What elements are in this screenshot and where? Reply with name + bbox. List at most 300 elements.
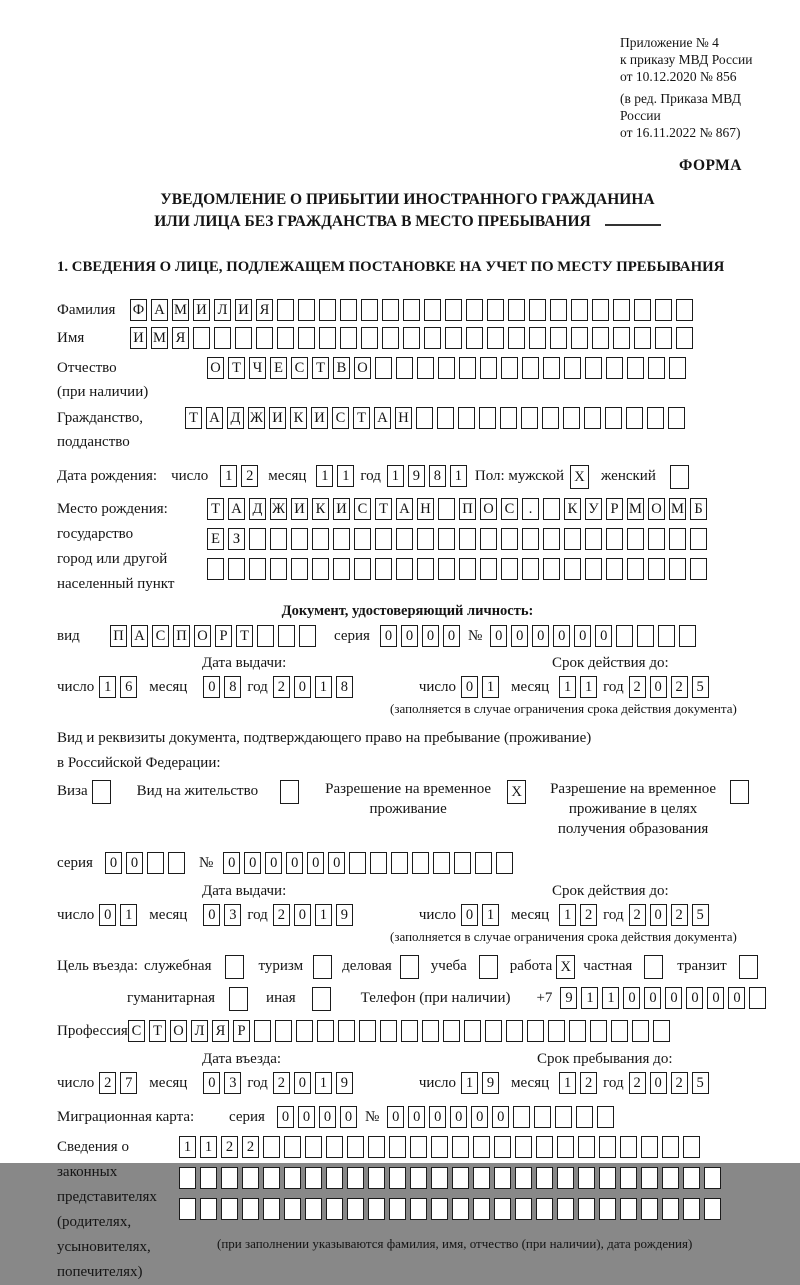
form-cell-empty: [501, 357, 518, 379]
phone-label: Телефон (при наличии): [360, 990, 511, 1006]
form-cell-empty: [437, 407, 454, 429]
form-cell-empty: [557, 1198, 574, 1220]
form-cell-empty: [563, 407, 580, 429]
purpose-transit-checkbox: [739, 954, 762, 979]
residence-valid-year: [629, 903, 713, 926]
form-cell-empty: [228, 558, 245, 580]
form-cell-empty: [416, 407, 433, 429]
form-cell-filled: 0: [244, 852, 261, 874]
representatives-block: [57, 1135, 778, 1285]
form-cell-filled: 0: [126, 852, 143, 874]
form-cell-empty: [620, 1167, 637, 1189]
birth-month-cells: [316, 464, 358, 487]
profession-cells: [128, 1019, 674, 1042]
form-cell-empty: [312, 987, 331, 1011]
form-cell-filled: П: [459, 498, 476, 520]
form-cell-filled: И: [333, 498, 350, 520]
form-cell-empty: [606, 357, 623, 379]
form-cell-empty: [555, 1106, 572, 1128]
form-cell-empty: [452, 1198, 469, 1220]
doc-dates-header: [57, 655, 778, 675]
form-cell-filled: 2: [629, 904, 646, 926]
patronymic-label: Отчество (при наличии): [57, 360, 149, 400]
phone-cells: [560, 986, 770, 1009]
form-cell-filled: А: [396, 498, 413, 520]
form-cell-empty: [669, 558, 686, 580]
form-cell-empty: [473, 1167, 490, 1189]
form-cell-empty: [443, 1020, 460, 1042]
form-cell-empty: [653, 1020, 670, 1042]
valid-until-heading: Срок действия до:: [552, 655, 669, 671]
form-cell-empty: [375, 528, 392, 550]
form-cell-empty: [605, 407, 622, 429]
residence-dates-header: Дата выдачи: Срок действия до:: [202, 883, 669, 899]
form-cell-filled: 0: [686, 987, 703, 1009]
purpose-study-checkbox: [479, 954, 502, 979]
form-cell-empty: [676, 299, 693, 321]
form-cell-empty: [361, 327, 378, 349]
form-cell-empty: [749, 987, 766, 1009]
form-cell-empty: [396, 558, 413, 580]
form-cell-empty: [668, 407, 685, 429]
form-cell-empty: [576, 1106, 593, 1128]
form-cell-filled: Т: [236, 625, 253, 647]
form-cell-empty: [431, 1136, 448, 1158]
form-cell-filled: 0: [644, 987, 661, 1009]
form-cell-empty: [564, 357, 581, 379]
form-cell-empty: [410, 1198, 427, 1220]
form-cell-empty: [479, 955, 498, 979]
form-cell-empty: [326, 1198, 343, 1220]
residence-issue-year: [273, 903, 357, 926]
form-cell-empty: [452, 1136, 469, 1158]
form-cell-filled: Ж: [248, 407, 265, 429]
form-cell-empty: [349, 852, 366, 874]
name-cells: [130, 326, 697, 349]
form-cell-empty: [515, 1198, 532, 1220]
form-cell-empty: [521, 407, 538, 429]
form-cell-filled: 9: [336, 904, 353, 926]
form-cell-empty: [207, 558, 224, 580]
representatives-label: Сведения о законных представителях (родителях, усыновителях, попечителях): [57, 1139, 157, 1280]
form-cell-empty: [263, 1136, 280, 1158]
entry-year: [273, 1071, 357, 1094]
form-cell-empty: [305, 1167, 322, 1189]
form-cell-empty: [557, 1167, 574, 1189]
residence-issue-day: [99, 903, 141, 926]
form-cell-filled: 2: [629, 676, 646, 698]
form-cell-filled: С: [291, 357, 308, 379]
residence-permit-checkbox: [280, 779, 303, 804]
form-cell-empty: [249, 528, 266, 550]
form-cell-empty: [662, 1136, 679, 1158]
form-cell-empty: [683, 1136, 700, 1158]
form-cell-empty: [564, 528, 581, 550]
form-cell-filled: 1: [559, 1072, 576, 1094]
migration-card-row: Миграционная карта: серия 0 0 0 0 № 0 0 0 0 0 0: [57, 1105, 778, 1129]
form-cell-empty: [585, 528, 602, 550]
representatives-row-3: [179, 1197, 725, 1220]
residence-issue-month: [203, 903, 245, 926]
doc-issue-month: [203, 675, 245, 698]
form-cell-empty: [389, 1198, 406, 1220]
form-title: [37, 189, 778, 233]
form-cell-empty: [403, 299, 420, 321]
form-cell-filled: 1: [461, 1072, 478, 1094]
form-cell-empty: [445, 299, 462, 321]
form-cell-empty: [599, 1198, 616, 1220]
form-cell-empty: [296, 1020, 313, 1042]
form-cell-empty: [298, 327, 315, 349]
form-cell-empty: [291, 528, 308, 550]
form-cell-empty: [543, 357, 560, 379]
form-cell-filled: И: [235, 299, 252, 321]
representatives-note: (при заполнении указываются фамилия, имя, отчество (при наличии), дата рождения): [217, 1236, 693, 1251]
form-cell-empty: [501, 558, 518, 580]
form-cell-empty: [284, 1198, 301, 1220]
form-cell-empty: [298, 299, 315, 321]
form-cell-filled: М: [151, 327, 168, 349]
birth-day-cells: [220, 464, 262, 487]
form-cell-empty: [578, 1198, 595, 1220]
form-cell-filled: 2: [671, 904, 688, 926]
doc-issue-day: [99, 675, 141, 698]
title-line-1: УВЕДОМЛЕНИЕ О ПРИБЫТИИ ИНОСТРАННОГО ГРАЖДАНИНА: [160, 191, 655, 208]
form-cell-empty: [438, 498, 455, 520]
form-cell-empty: [312, 528, 329, 550]
form-cell-filled: 0: [532, 625, 549, 647]
form-cell-empty: [529, 327, 546, 349]
form-cell-empty: [599, 1167, 616, 1189]
form-cell-empty: [326, 1167, 343, 1189]
name-row: [57, 326, 778, 350]
entry-month: [203, 1071, 245, 1094]
form-cell-empty: [225, 955, 244, 979]
migration-number-cells: [387, 1105, 618, 1128]
form-cell-filled: О: [207, 357, 224, 379]
residence-series-cells: [105, 851, 189, 874]
title-blank-line: [605, 214, 661, 226]
form-cell-empty: [214, 327, 231, 349]
form-cell-filled: 7: [120, 1072, 137, 1094]
form-cell-empty: [473, 1198, 490, 1220]
rvp-education-label: Разрешение на временное проживание в целях получения образования: [550, 781, 717, 837]
form-cell-filled: 0: [203, 676, 220, 698]
form-cell-filled: З: [228, 528, 245, 550]
form-cell-empty: [522, 558, 539, 580]
form-cell-empty: [452, 1167, 469, 1189]
form-cell-empty: [534, 1106, 551, 1128]
form-cell-filled: М: [627, 498, 644, 520]
form-cell-empty: [585, 558, 602, 580]
surname-label: Фамилия: [57, 302, 116, 318]
form-cell-empty: [445, 327, 462, 349]
profession-label: Профессия: [57, 1023, 128, 1039]
purpose-other-checkbox: [312, 986, 335, 1011]
form-cell-filled: X: [556, 955, 575, 979]
form-cell-filled: 0: [340, 1106, 357, 1128]
doc-type-label: вид: [57, 628, 80, 644]
form-cell-empty: [669, 528, 686, 550]
form-cell-empty: [340, 327, 357, 349]
form-cell-empty: [458, 407, 475, 429]
surname-row: [57, 298, 778, 322]
form-cell-empty: [569, 1020, 586, 1042]
patronymic-cells: [207, 356, 690, 379]
form-cell-filled: С: [128, 1020, 145, 1042]
form-cell-empty: [536, 1198, 553, 1220]
doc-type-cells: [110, 624, 320, 647]
form-cell-empty: [620, 1198, 637, 1220]
form-cell-empty: [578, 1167, 595, 1189]
ref-line: к приказу МВД России: [620, 52, 753, 67]
form-cell-filled: 1: [387, 465, 404, 487]
form-cell-filled: 2: [273, 676, 290, 698]
form-cell-empty: [683, 1167, 700, 1189]
form-cell-filled: 0: [422, 625, 439, 647]
form-cell-empty: [466, 299, 483, 321]
form-cell-empty: [291, 558, 308, 580]
form-cell-filled: К: [564, 498, 581, 520]
form-cell-filled: П: [110, 625, 127, 647]
form-cell-empty: [305, 1198, 322, 1220]
visa-label: Виза: [57, 783, 88, 799]
form-cell-filled: 1: [315, 1072, 332, 1094]
form-cell-empty: [347, 1167, 364, 1189]
form-cell-filled: М: [669, 498, 686, 520]
form-cell-empty: [270, 528, 287, 550]
form-cell-empty: [400, 955, 419, 979]
form-cell-empty: [648, 558, 665, 580]
form-cell-empty: [494, 1167, 511, 1189]
form-cell-empty: [229, 987, 248, 1011]
form-cell-filled: Р: [606, 498, 623, 520]
form-cell-filled: 0: [650, 1072, 667, 1094]
form-cell-empty: [277, 299, 294, 321]
form-cell-filled: Я: [172, 327, 189, 349]
form-cell-empty: [508, 327, 525, 349]
form-cell-empty: [641, 1136, 658, 1158]
stay-day: [461, 1071, 503, 1094]
form-cell-empty: [613, 299, 630, 321]
form-cell-empty: [382, 327, 399, 349]
form-cell-empty: [284, 1136, 301, 1158]
residence-doc-type-row: [57, 779, 778, 839]
form-cell-filled: 0: [707, 987, 724, 1009]
form-cell-empty: [599, 1136, 616, 1158]
form-cell-empty: [424, 327, 441, 349]
form-cell-filled: 1: [316, 465, 333, 487]
form-cell-filled: А: [131, 625, 148, 647]
form-cell-empty: [590, 1020, 607, 1042]
ref-line: (в ред. Приказа МВД России: [620, 91, 741, 123]
form-cell-empty: [270, 558, 287, 580]
form-cell-filled: 1: [482, 676, 499, 698]
form-cell-filled: П: [173, 625, 190, 647]
vnj-label: Вид на жительство: [136, 783, 259, 799]
doc-valid-note: (заполняется в случае ограничения срока действия документа): [390, 701, 737, 716]
form-cell-filled: X: [507, 780, 526, 804]
form-cell-empty: [459, 357, 476, 379]
form-cell-empty: [396, 528, 413, 550]
form-cell-empty: [627, 357, 644, 379]
residence-number-cells: [223, 851, 517, 874]
form-cell-empty: [592, 299, 609, 321]
form-cell-filled: Л: [191, 1020, 208, 1042]
form-cell-filled: 1: [200, 1136, 217, 1158]
form-cell-empty: [200, 1167, 217, 1189]
form-cell-empty: [501, 528, 518, 550]
residence-valid-day: [461, 903, 503, 926]
form-cell-filled: С: [501, 498, 518, 520]
purpose-label: Цель въезда:: [57, 958, 138, 974]
ref-line: Приложение № 4: [620, 35, 719, 50]
form-cell-filled: 0: [298, 1106, 315, 1128]
form-cell-filled: М: [172, 299, 189, 321]
form-cell-filled: 0: [574, 625, 591, 647]
issue-date-heading: Дата выдачи:: [202, 655, 287, 671]
form-cell-filled: 9: [482, 1072, 499, 1094]
form-cell-empty: [278, 625, 295, 647]
form-cell-filled: 0: [595, 625, 612, 647]
form-cell-empty: [417, 558, 434, 580]
form-cell-empty: [585, 357, 602, 379]
form-cell-empty: [487, 327, 504, 349]
form-cell-filled: Е: [270, 357, 287, 379]
form-cell-empty: [368, 1136, 385, 1158]
form-cell-empty: [543, 498, 560, 520]
form-cell-empty: [564, 558, 581, 580]
form-cell-filled: А: [374, 407, 391, 429]
form-cell-filled: 5: [692, 1072, 709, 1094]
form-cell-filled: Т: [228, 357, 245, 379]
representatives-cell-rows: [179, 1135, 725, 1252]
form-cell-filled: 2: [580, 904, 597, 926]
form-cell-empty: [475, 852, 492, 874]
form-cell-empty: [522, 357, 539, 379]
entry-dates-row: число 2 7 месяц 0 3 год 2 0 1 9 число 1 9 месяц 1 2 год 2 0 2 5: [57, 1071, 778, 1095]
form-cell-empty: [284, 1167, 301, 1189]
form-cell-empty: [370, 852, 387, 874]
visa-checkbox: [92, 779, 115, 804]
form-cell-empty: [536, 1167, 553, 1189]
phone-prefix: +7: [536, 990, 553, 1006]
form-cell-empty: [690, 558, 707, 580]
form-cell-empty: [662, 1198, 679, 1220]
form-cell-filled: 0: [203, 904, 220, 926]
form-cell-filled: Р: [233, 1020, 250, 1042]
form-cell-filled: 9: [408, 465, 425, 487]
form-cell-filled: С: [332, 407, 349, 429]
form-cell-empty: [496, 852, 513, 874]
form-cell-filled: Т: [149, 1020, 166, 1042]
form-cell-filled: 0: [286, 852, 303, 874]
form-cell-filled: 0: [401, 625, 418, 647]
form-cell-empty: [508, 299, 525, 321]
form-cell-empty: [648, 357, 665, 379]
name-label: Имя: [57, 330, 85, 346]
form-cell-empty: [410, 1167, 427, 1189]
form-cell-filled: 9: [560, 987, 577, 1009]
form-cell-empty: [500, 407, 517, 429]
form-cell-filled: 8: [429, 465, 446, 487]
sex-label: Пол: мужской: [474, 468, 565, 484]
form-cell-empty: [730, 780, 749, 804]
sex-female-checkbox: [670, 464, 693, 489]
birthdate-row: Дата рождения: число 1 2 месяц 1 1 год 1 9 8 1 Пол: мужской X женский: [57, 464, 778, 489]
form-cell-filled: 0: [492, 1106, 509, 1128]
form-cell-filled: Д: [249, 498, 266, 520]
reference-block: [620, 34, 778, 141]
form-cell-empty: [557, 1136, 574, 1158]
form-cell-filled: 1: [482, 904, 499, 926]
doc-dates-row: число 1 6 месяц 0 8 год 2 0 1 8 число 0 1 месяц 1 1 год 2 0 2 5: [57, 675, 778, 699]
form-cell-filled: 1: [120, 904, 137, 926]
form-cell-filled: 1: [315, 904, 332, 926]
form-cell-filled: 0: [387, 1106, 404, 1128]
form-cell-empty: [242, 1167, 259, 1189]
form-cell-empty: [571, 299, 588, 321]
form-cell-empty: [647, 407, 664, 429]
form-cell-empty: [676, 327, 693, 349]
form-cell-filled: У: [585, 498, 602, 520]
form-cell-filled: 0: [471, 1106, 488, 1128]
form-cell-filled: А: [151, 299, 168, 321]
form-cell-empty: [522, 528, 539, 550]
form-cell-filled: 2: [273, 904, 290, 926]
form-cell-filled: О: [480, 498, 497, 520]
form-cell-empty: [235, 327, 252, 349]
form-cell-empty: [550, 299, 567, 321]
form-cell-filled: С: [152, 625, 169, 647]
rvp-checkbox: [507, 779, 530, 804]
representatives-row-1: [179, 1135, 725, 1158]
form-cell-empty: [92, 780, 111, 804]
form-cell-empty: [438, 528, 455, 550]
form-cell-empty: [380, 1020, 397, 1042]
form-cell-empty: [634, 327, 651, 349]
form-cell-empty: [319, 327, 336, 349]
form-cell-empty: [375, 357, 392, 379]
form-cell-empty: [263, 1198, 280, 1220]
form-cell-empty: [494, 1198, 511, 1220]
form-cell-empty: [679, 625, 696, 647]
form-cell-empty: [480, 558, 497, 580]
form-cell-filled: .: [522, 498, 539, 520]
form-cell-filled: 0: [553, 625, 570, 647]
form-cell-empty: [333, 558, 350, 580]
form-cell-filled: 2: [242, 1136, 259, 1158]
doc-series-cells: [380, 624, 464, 647]
form-cell-empty: [655, 327, 672, 349]
identity-doc-row: вид П А С П О Р Т серия 0 0 0 0 № 0 0 0 0 0 0: [57, 624, 778, 648]
residence-dates-row: число 0 1 месяц 0 3 год 2 0 1 9 число 0 1 месяц 1 2 год 2 0 2 5: [57, 903, 778, 927]
form-cell-empty: [578, 1136, 595, 1158]
form-cell-empty: [347, 1198, 364, 1220]
form-cell-empty: [417, 357, 434, 379]
form-cell-filled: 0: [380, 625, 397, 647]
form-cell-filled: 2: [221, 1136, 238, 1158]
form-cell-empty: [368, 1198, 385, 1220]
form-cell-empty: [627, 528, 644, 550]
form-cell-filled: 0: [461, 676, 478, 698]
form-cell-empty: [739, 955, 758, 979]
form-cell-filled: 1: [179, 1136, 196, 1158]
form-cell-empty: [641, 1198, 658, 1220]
birthplace-block: [57, 497, 778, 597]
form-cell-empty: [333, 528, 350, 550]
form-cell-empty: [658, 625, 675, 647]
